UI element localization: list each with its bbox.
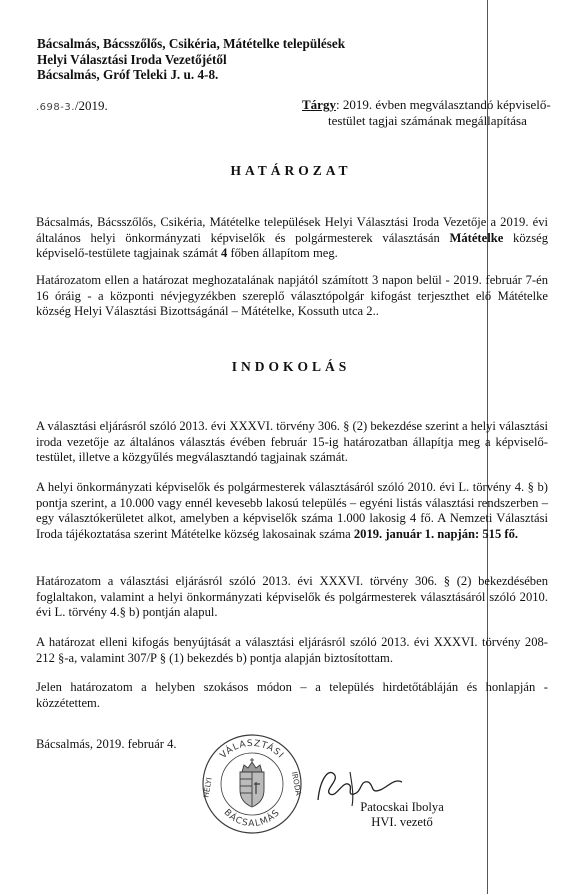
coat-of-arms-icon: [240, 758, 264, 807]
decision-paragraph: [36, 215, 548, 262]
population-figure: 2019. január 1. napján: 515 fő.: [353, 526, 519, 541]
title-hatarozat: HATÁROZAT: [230, 163, 352, 178]
subject-label: Tárgy: [302, 97, 336, 112]
reasoning-paragraph-2: [36, 480, 548, 542]
publication-paragraph: Jelen határozatom a helyben szokásos módon – a település hirdetőtábláján és honlapján - közzétettem.: [36, 680, 548, 710]
decision-municipality: Mátételke: [449, 230, 504, 245]
reasoning-paragraph-1: A választási eljárásról szóló 2013. évi XXXVI. törvény 306. § (2) bekezdése szerint a helyi választási iroda vezetője az általános választás évében február 15-ig határozatban állapítja meg a képviselő-testület, illetve a közgyűlés megválasztandó tagjainak számát.: [36, 419, 548, 465]
signatory-title: HVI. vezető: [371, 815, 433, 829]
subject-line-2: testület tagjai számának megállapítása: [328, 112, 527, 128]
title-indokolas: INDOKOLÁS: [231, 359, 351, 374]
document-number: [36, 98, 108, 114]
subject-block: [302, 97, 552, 128]
header-line-3: Bácsalmás, Gróf Teleki J. u. 4-8.: [37, 67, 219, 82]
header-line-2: Helyi Választási Iroda Vezetőjétől: [37, 51, 227, 67]
signatory-name: Patocskai Ibolya: [360, 800, 444, 814]
header-line-1: Bácsalmás, Bácsszőlős, Csikéria, Mátételke települések: [37, 36, 346, 51]
decision-text-e: főben állapítom meg.: [227, 246, 338, 261]
official-stamp: [200, 732, 304, 836]
document-number-handwritten: .698-3.: [36, 102, 75, 113]
stamp-right-text: IRODA: [289, 770, 303, 797]
stamp-left-text: HELYI: [201, 776, 214, 799]
signing-date: Bácsalmás, 2019. február 4.: [36, 737, 177, 751]
svg-text:BÁCSALMÁS: [222, 808, 283, 829]
subject-line-1: : 2019. évben megválasztandó képviselő-: [335, 97, 551, 112]
signatory-block: [352, 800, 452, 830]
document-number-year: /2019.: [74, 98, 108, 113]
objection-paragraph: A határozat elleni kifogás benyújtását a választási eljárásról szóló 2013. évi XXXVI. törvény 208-212 §-a, valamint 307/P § (1) bekezdés b) pontja alapján biztosítottam.: [36, 635, 548, 665]
svg-text:VÁLASZTÁSI: [219, 739, 286, 761]
decision-text-a: Bácsalmás, Bácsszőlős, Csikéria, Mátételke települések Helyi Választási Iroda Vezetője a 2019. évi általános helyi önkormányzati képviselők és polgármesterek választásán: [36, 215, 548, 245]
stamp-top-text: VÁLASZTÁSI: [218, 738, 286, 761]
appeal-paragraph: Határozatom ellen a határozat meghozatalának napjától számított 3 napon belül - 2019. február 7-én 16 óráig - a központi névjegyzékben szereplő választópolgár kifogást terjeszthet elő Mátételke község Helyi Választási Bizottságánál – Mátételke, Kossuth utca 2..: [36, 273, 548, 319]
legal-basis-paragraph: Határozatom a választási eljárásról szóló 2013. évi XXXVI. törvény 306. § (2) bekezdésében foglaltakon, valamint a helyi önkormányzati képviselők és polgármesterek választásáról szóló 2010. évi L. törvény 4.§ b) pontján alapul.: [36, 574, 548, 620]
decision-text-c: község képviselő-testülete tagjainak számát: [36, 230, 548, 261]
stamp-bottom-text: BÁCSALMÁS: [221, 807, 283, 830]
reasoning-text: A helyi önkormányzati képviselők és polgármesterek választásáról szóló 2010. évi L. törvény 4. § b) pontja szerint, a 10.000 vagy ennél kevesebb lakosú település – egyéni listás választási rendszerben – egy választókerületet alkot, amelyben a képviselők száma 1.000 lakosig 4 fő. A Nemzeti Választási Iroda tájékoztatása szerint Mátételke község lakosainak száma: [36, 480, 548, 541]
decision-member-count: 4: [221, 246, 228, 261]
sender-header: [37, 36, 345, 83]
